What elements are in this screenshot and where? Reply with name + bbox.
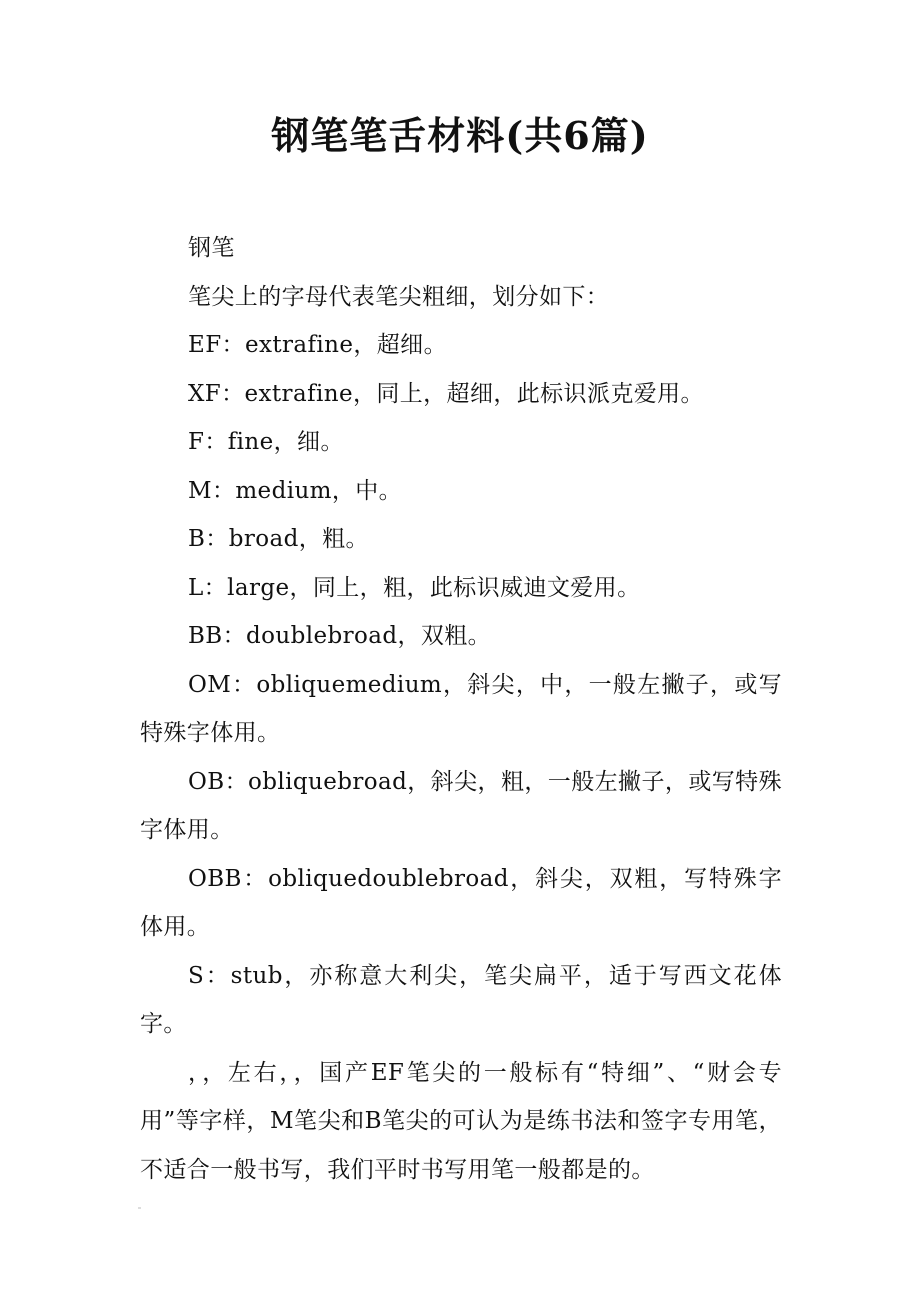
scan-speck [138, 1207, 141, 1209]
paragraph-f: F：fine，细。 [188, 429, 344, 455]
paragraph-ob: OB：obliquebroad，斜尖，粗，一般左撇子，或写特殊字体用。 [140, 768, 782, 843]
document-body [140, 224, 782, 1194]
paragraph-m: M：medium，中。 [188, 477, 403, 504]
document-title: 钢笔笔舌材料(共6篇) [271, 113, 649, 158]
paragraph-b: B：broad，粗。 [188, 526, 369, 552]
paragraph-intro: 笔尖上的字母代表笔尖粗细，划分如下： [188, 283, 610, 310]
paragraph-notes: ，，左右，，国产EF笔尖的一般标有“特细”、“财会专用”等字样，M笔尖和B笔尖的可认为是练书法和签字专用笔，不适合一般书写，我们平时书写用笔一般都是的。 [140, 1059, 782, 1183]
paragraph-heading-gangbi: 钢笔 [188, 235, 235, 261]
paragraph-ef: EF：extrafine，超细。 [188, 332, 447, 358]
paragraph-om: OM：obliquemedium，斜尖，中，一般左撇子，或写特殊字体用。 [140, 671, 782, 746]
paragraph-l: L：large，同上，粗，此标识威迪文爱用。 [188, 574, 641, 601]
paragraph-s: S：stub，亦称意大利尖，笔尖扁平，适于写西文花体字。 [140, 962, 782, 1037]
paragraph-xf: XF：extrafine，同上，超细，此标识派克爱用。 [188, 380, 704, 407]
paragraph-obb: OBB：obliquedoublebroad，斜尖，双粗，写特殊字体用。 [140, 865, 782, 940]
paragraph-bb: BB：doublebroad，双粗。 [188, 623, 492, 649]
